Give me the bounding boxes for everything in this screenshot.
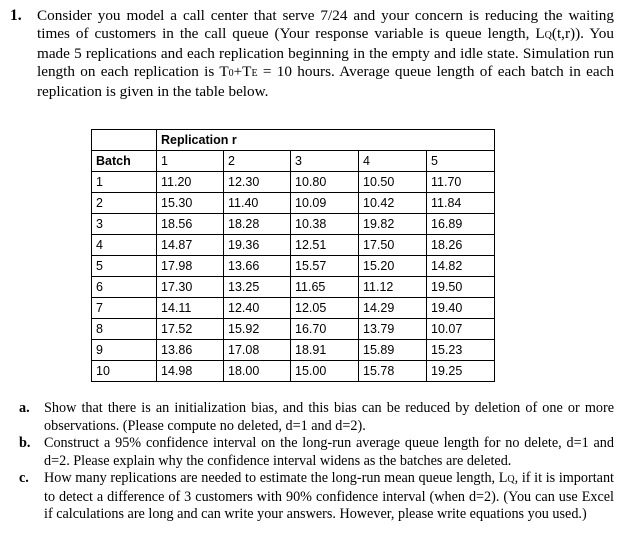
batch-cell: 3 <box>92 214 157 235</box>
intro-text-4: = 10 hours. Average queue length of each batch in each replication is given in the table below. <box>37 63 614 100</box>
part-c-subscript-q: Q <box>507 474 515 485</box>
value-cell: 14.82 <box>427 256 495 277</box>
problem-intro <box>37 7 614 101</box>
part-c-label: c. <box>19 470 29 486</box>
value-cell: 14.87 <box>157 235 224 256</box>
value-cell: 12.40 <box>224 298 291 319</box>
batch-cell: 4 <box>92 235 157 256</box>
value-cell: 19.82 <box>359 214 427 235</box>
value-cell: 12.51 <box>291 235 359 256</box>
table-row <box>92 193 495 214</box>
value-cell: 15.92 <box>224 319 291 340</box>
part-b-label: b. <box>19 435 31 451</box>
table-row <box>92 319 495 340</box>
value-cell: 10.07 <box>427 319 495 340</box>
value-cell: 13.25 <box>224 277 291 298</box>
batch-cell: 5 <box>92 256 157 277</box>
value-cell: 15.23 <box>427 340 495 361</box>
value-cell: 19.36 <box>224 235 291 256</box>
table-row <box>92 256 495 277</box>
value-cell: 10.38 <box>291 214 359 235</box>
problem-number: 1. <box>10 7 22 24</box>
value-cell: 10.42 <box>359 193 427 214</box>
value-cell: 15.78 <box>359 361 427 382</box>
value-cell: 13.86 <box>157 340 224 361</box>
replication-header: Replication r <box>157 130 495 151</box>
table-row <box>92 340 495 361</box>
value-cell: 10.80 <box>291 172 359 193</box>
replication-col-2: 2 <box>224 151 291 172</box>
table-row <box>92 361 495 382</box>
intro-subscript-q: Q <box>544 30 552 41</box>
value-cell: 14.98 <box>157 361 224 382</box>
value-cell: 11.70 <box>427 172 495 193</box>
value-cell: 14.11 <box>157 298 224 319</box>
problem-statement <box>10 7 614 101</box>
value-cell: 16.70 <box>291 319 359 340</box>
table-row <box>92 277 495 298</box>
batch-cell: 10 <box>92 361 157 382</box>
value-cell: 18.00 <box>224 361 291 382</box>
intro-text-3: +T <box>233 63 252 80</box>
value-cell: 15.20 <box>359 256 427 277</box>
value-cell: 11.84 <box>427 193 495 214</box>
batch-cell: 9 <box>92 340 157 361</box>
value-cell: 17.98 <box>157 256 224 277</box>
value-cell: 11.12 <box>359 277 427 298</box>
replication-col-4: 4 <box>359 151 427 172</box>
replication-col-5: 5 <box>427 151 495 172</box>
value-cell: 18.28 <box>224 214 291 235</box>
batch-replication-table <box>91 129 495 382</box>
part-a-text: Show that there is an initialization bias, and this bias can be reduced by deletion of one or more observations. (Please compute no deleted, d=1 and d=2). <box>44 400 614 434</box>
value-cell: 10.09 <box>291 193 359 214</box>
value-cell: 12.05 <box>291 298 359 319</box>
value-cell: 18.26 <box>427 235 495 256</box>
value-cell: 15.57 <box>291 256 359 277</box>
intro-subscript-e: E <box>251 68 258 79</box>
intro-text-2: (t,r)). You made 5 replications and each replication beginning in the empty and idle state. Simulation run length on each replication is T <box>37 25 614 80</box>
value-cell: 16.89 <box>427 214 495 235</box>
value-cell: 13.79 <box>359 319 427 340</box>
value-cell: 14.29 <box>359 298 427 319</box>
part-c-text-1: How many replications are needed to estimate the long-run mean queue length, L <box>44 470 508 486</box>
batch-cell: 7 <box>92 298 157 319</box>
batch-cell: 1 <box>92 172 157 193</box>
value-cell: 17.30 <box>157 277 224 298</box>
part-b-text: Construct a 95% confidence interval on the long-run average queue length for no delete, d=1 and d=2. Please explain why the confidence interval widens as the batches are deleted. <box>44 435 614 469</box>
value-cell: 19.40 <box>427 298 495 319</box>
value-cell: 15.89 <box>359 340 427 361</box>
value-cell: 15.00 <box>291 361 359 382</box>
intro-subscript-0: 0 <box>228 68 234 79</box>
part-c <box>10 470 614 524</box>
table-row <box>92 235 495 256</box>
value-cell: 18.91 <box>291 340 359 361</box>
part-c-text-2: , if it is important to detect a difference of 3 customers with 90% confidence interval (when d=2). (You can use Excel if calculations are long and can write your answers. However, please write equations you used.) <box>44 470 614 522</box>
table-row <box>92 172 495 193</box>
value-cell: 10.50 <box>359 172 427 193</box>
value-cell: 11.20 <box>157 172 224 193</box>
replication-col-3: 3 <box>291 151 359 172</box>
value-cell: 17.50 <box>359 235 427 256</box>
value-cell: 15.30 <box>157 193 224 214</box>
question-parts <box>10 400 614 524</box>
value-cell: 17.08 <box>224 340 291 361</box>
value-cell: 11.65 <box>291 277 359 298</box>
intro-text: Consider you model a call center that serve 7/24 and your concern is reducing the waiting times of customers in the call queue (Your response variable is queue length, L <box>37 7 614 42</box>
table-row <box>92 298 495 319</box>
part-a <box>10 400 614 435</box>
part-b <box>10 435 614 470</box>
part-a-label: a. <box>19 400 30 416</box>
value-cell: 19.50 <box>427 277 495 298</box>
value-cell: 18.56 <box>157 214 224 235</box>
batch-cell: 2 <box>92 193 157 214</box>
batch-cell: 8 <box>92 319 157 340</box>
batch-cell: 6 <box>92 277 157 298</box>
value-cell: 11.40 <box>224 193 291 214</box>
value-cell: 17.52 <box>157 319 224 340</box>
value-cell: 13.66 <box>224 256 291 277</box>
value-cell: 19.25 <box>427 361 495 382</box>
table-header-row-2 <box>92 151 495 172</box>
replication-col-1: 1 <box>157 151 224 172</box>
table-header-row-1 <box>92 130 495 151</box>
table-row <box>92 214 495 235</box>
value-cell: 12.30 <box>224 172 291 193</box>
table-corner-cell <box>92 130 157 151</box>
part-c-text <box>44 470 614 524</box>
data-table-container <box>91 129 495 382</box>
batch-header: Batch <box>92 151 157 172</box>
